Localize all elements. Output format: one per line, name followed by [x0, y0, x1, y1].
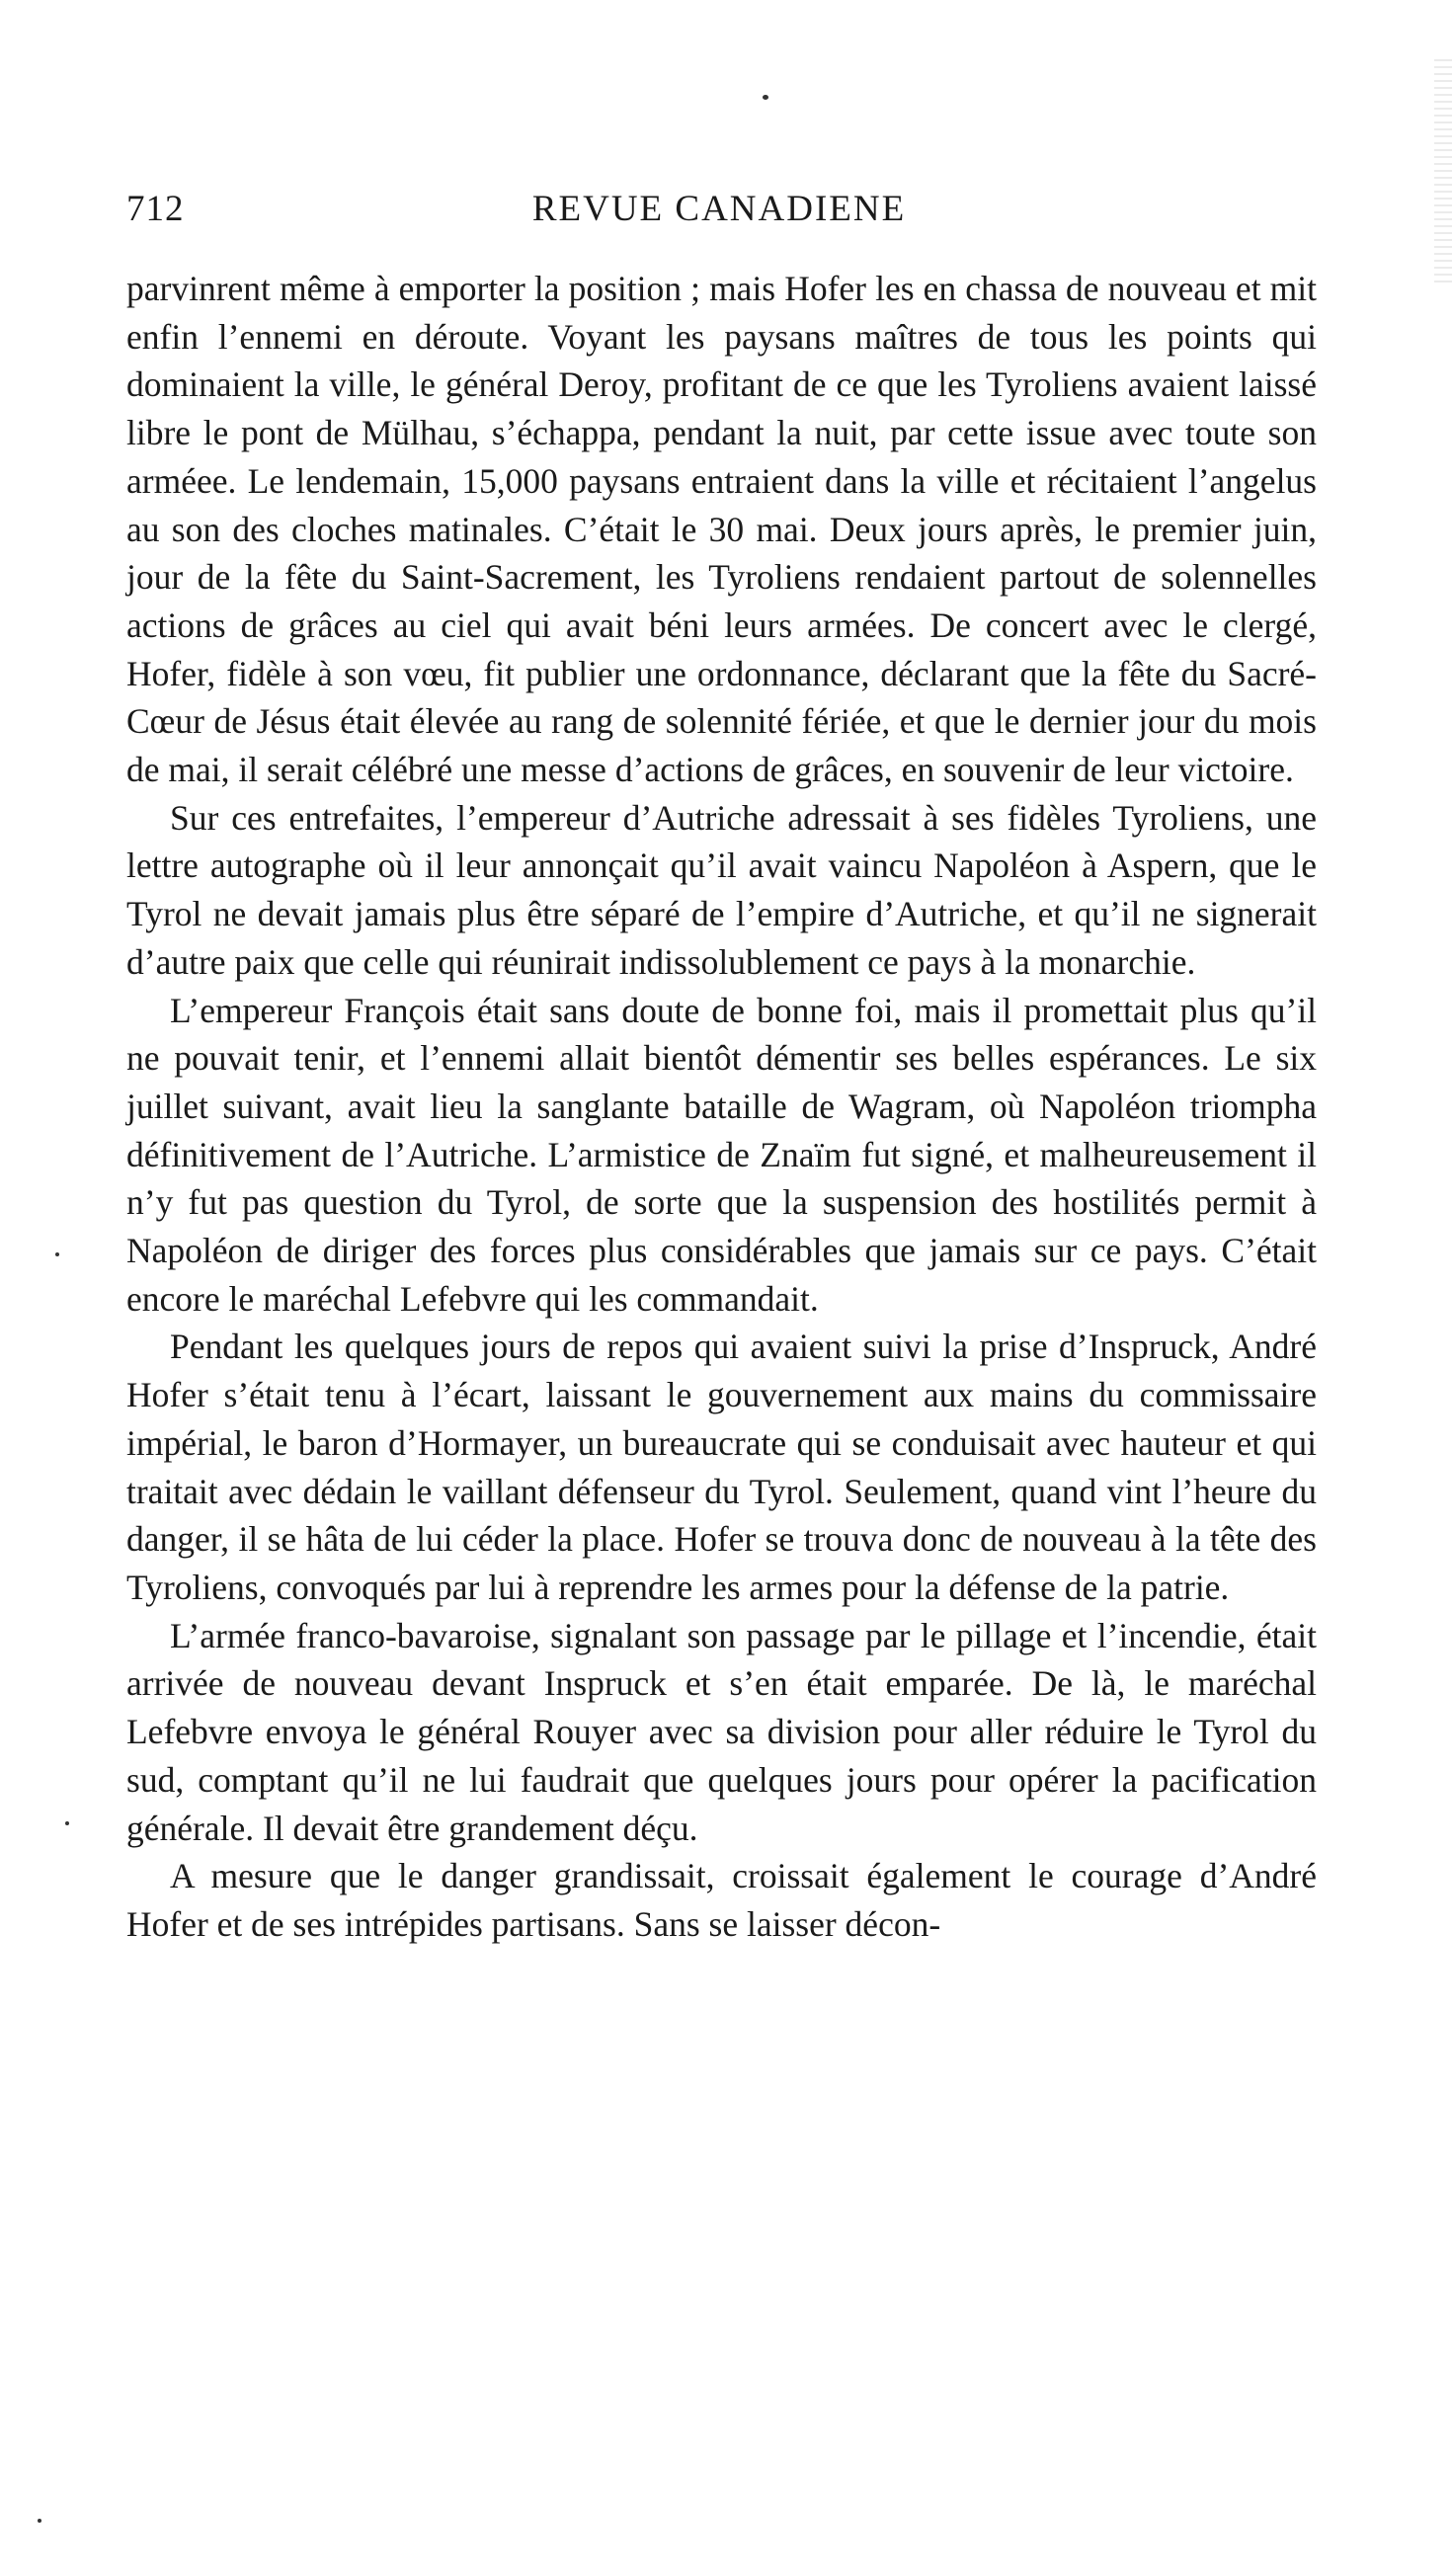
scan-edge-artifact	[1434, 59, 1452, 286]
paragraph: L’armée franco-bavaroise, signalant son passage par le pillage et l’incendie, était arrivée de nouveau devant Inspruck et s’en était emparée. De là, le maréchal Lefebvre envoya le général Rouyer avec sa division pour aller réduire le Tyrol du sud, comptant qu’il ne lui faudrait que quelques jours pour opérer la pacification générale. Il devait être grandement déçu.	[126, 1615, 1317, 1848]
paragraph: parvinrent même à emporter la position ; mais Hofer les en chassa de nouveau et mit enfin l’ennemi en déroute. Voyant les paysans maîtres de tous les points qui dominaient la ville, le général Deroy, profitant de ce que les Tyroliens avaient laissé libre le pont de Mülhau, s’échappa, pendant la nuit, par cette issue avec toute son arméee. Le lendemain, 15,000 paysans entraient dans la ville et récitaient l’angelus au son des cloches matinales. C’était le 30 mai. Deux jours après, le premier juin, jour de la fête du Saint-Sacrement, les Tyroliens rendaient partout de solennelles actions de grâces au ciel qui avait béni leurs armées. De concert avec le clergé, Hofer, fidèle à son vœu, fit publier une ordonnance, déclarant que la fête du Sacré-Cœur de Jésus était élevée au rang de solennité fériée, et que le dernier jour du mois de mai, il serait célébré une messe d’actions de grâces, en souvenir de leur victoire.	[126, 269, 1317, 790]
page-number: 712	[126, 189, 185, 229]
ink-speck	[65, 1821, 69, 1825]
body-text	[126, 265, 1317, 1949]
ink-speck	[38, 2519, 41, 2523]
page-header	[126, 188, 1312, 237]
paragraph: Sur ces entrefaites, l’empereur d’Autriche adressait à ses fidèles Tyroliens, une lettre autographe où il leur annonçait qu’il avait vaincu Napoléon à Aspern, que le Tyrol ne devait jamais plus être séparé de l’empire d’Autriche, et qu’il ne signerait d’autre paix que celle qui réunirait indissolublement ce pays à la monarchie.	[126, 797, 1317, 982]
paragraph: L’empereur François était sans doute de bonne foi, mais il promettait plus qu’il ne pouvait tenir, et l’ennemi allait bientôt démentir ses belles espérances. Le six juillet suivant, avait lieu la sanglante bataille de Wagram, où Napoléon triompha définitivement de l’Autriche. L’armistice de Znaïm fut signé, et malheureusement il n’y fut pas question du Tyrol, de sorte que la suspension des hostilités permit à Napoléon de diriger des forces plus considérables que jamais sur ce pays. C’était encore le maréchal Lefebvre qui les commandait.	[126, 990, 1317, 1319]
paragraph: A mesure que le danger grandissait, croissait également le courage d’André Hofer et de ses intrépides partisans. Sans se laisser décon-	[126, 1856, 1317, 1944]
ink-speck	[763, 95, 768, 100]
running-title: REVUE CANADIENE	[531, 189, 907, 229]
paragraph: Pendant les quelques jours de repos qui avaient suivi la prise d’Inspruck, André Hofer s’était tenu à l’écart, laissant le gouvernement aux mains du commissaire impérial, le baron d’Hormayer, un bureaucrate qui se conduisait avec hauteur et qui traitait avec dédain le vaillant défenseur du Tyrol. Seulement, quand vint l’heure du danger, il se hâta de lui céder la place. Hofer se trouva donc de nouveau à la tête des Tyroliens, convoqués par lui à reprendre les armes pour la défense de la patrie.	[126, 1327, 1317, 1607]
ink-speck	[55, 1252, 59, 1256]
